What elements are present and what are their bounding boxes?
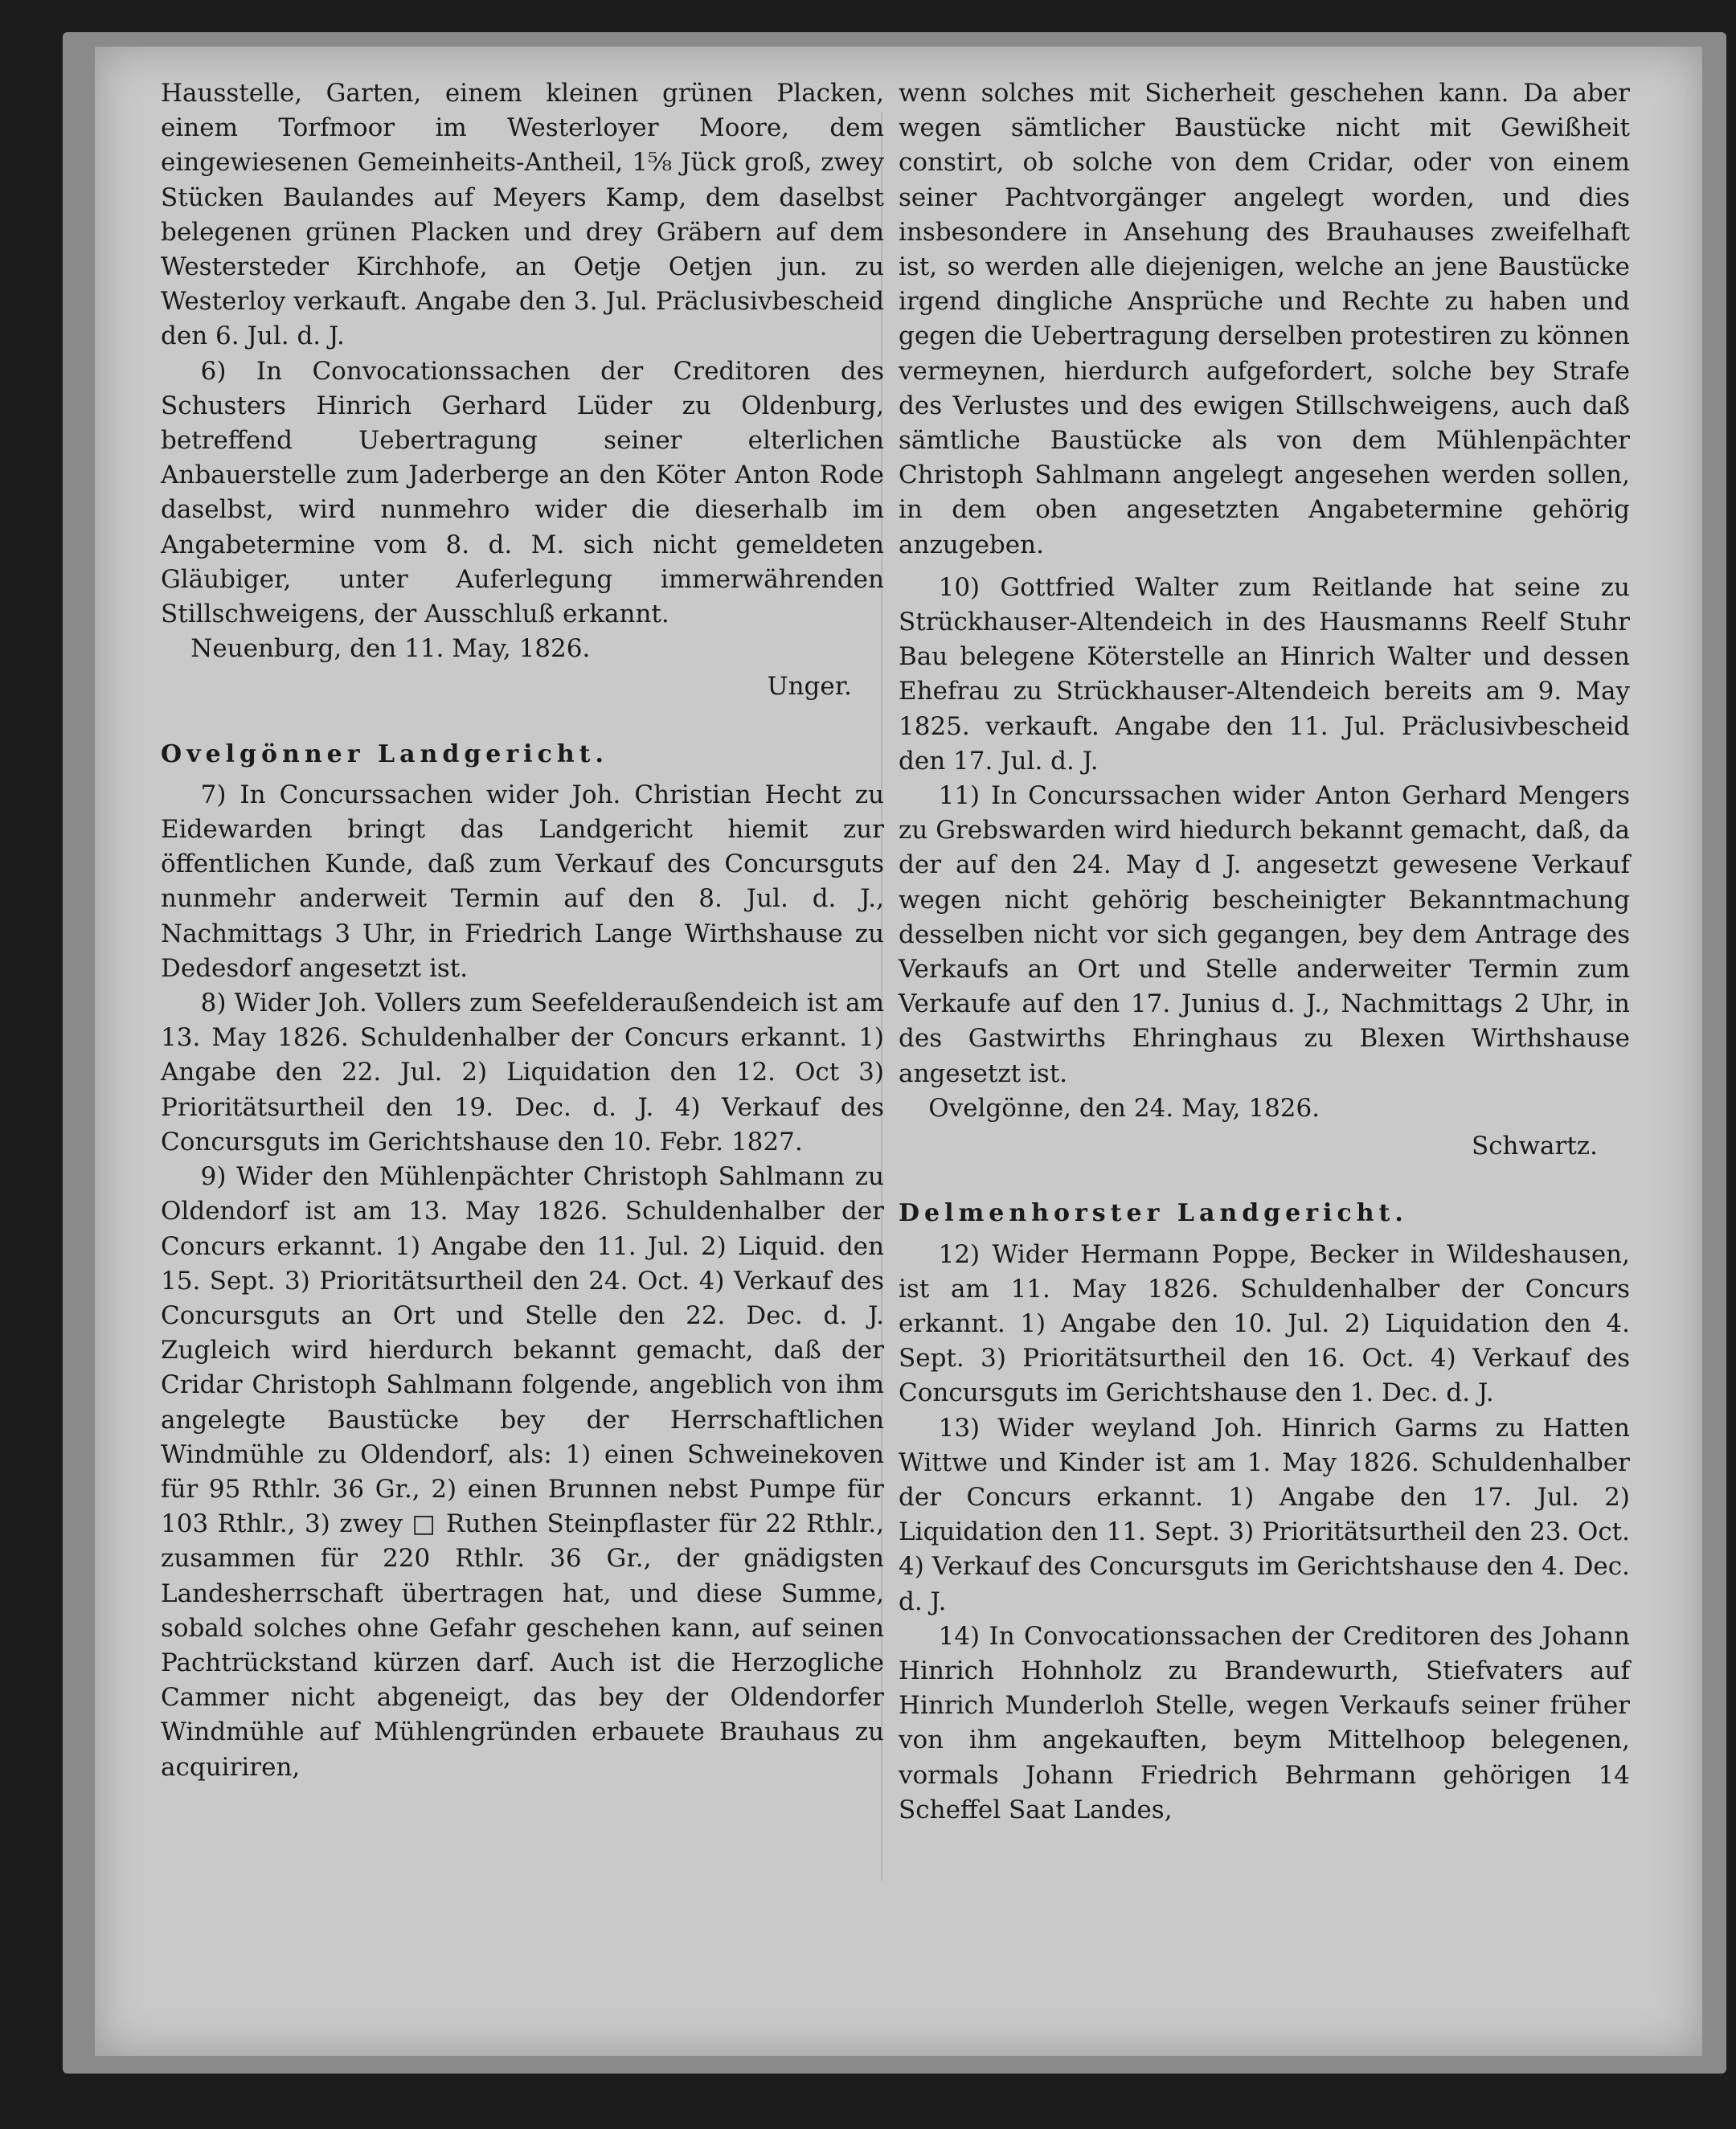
section-heading-delmenhorst: Delmenhorster Landgericht. bbox=[899, 1199, 1408, 1228]
signature-schwartz: Schwartz. bbox=[1471, 1132, 1598, 1161]
paragraph-14: 14) In Convocationssachen der Creditoren des Johann Hinrich Hohnholz zu Brandewurth, Stiefvaters auf Hinrich Munderloh Stelle, wegen Verkaufs seiner früher von ihm angekauften, beym Mittelhoop belegenen, vormals Johann Friedrich Behrmann gehörigen 14 Scheffel Saat Landes, bbox=[899, 1621, 1630, 1824]
signature-unger: Unger. bbox=[767, 672, 852, 702]
paragraph-11: 11) In Concurssachen wider Anton Gerhard Mengers zu Grebswarden wird hiedurch bekannt gemacht, daß, da der auf den 24. May d J. angesetzt gewesene Verkauf wegen nicht gehörig bescheinigter Bekanntmachung desselben nicht vor sich gegangen, bey dem Antrage des Verkaufs an Ort und Stelle anderweiter Termin zum Verkaufe auf den 17. Junius d. J., Nachmittags 2 Uhr, in des Gastwirths Ehringhaus zu Blexen Wirthshause angesetzt ist. bbox=[899, 781, 1630, 1088]
place-date-ovelgoenne: Ovelgönne, den 24. May, 1826. bbox=[928, 1093, 1320, 1123]
paragraph-continued: Hausstelle, Garten, einem kleinen grünen Placken, einem Torfmoor im Westerloyer Moore, dem eingewiesenen Gemeinheits-Antheil, 1⅝ Jück groß, zwey Stücken Baulandes auf Meyers Kamp, dem daselbst belegenen grünen Placken und drey Gräbern auf dem Westersteder Kirchhofe, an Oetje Oetjen jun. zu Westerloy verkauft. Angabe den 3. Jul. Präclusivbescheid den 6. Jul. d. J. bbox=[161, 79, 884, 351]
place-date-neuenburg: Neuenburg, den 11. May, 1826. bbox=[190, 634, 591, 664]
paragraph-6: 6) In Convocationssachen der Creditoren des Schusters Hinrich Gerhard Lüder zu Oldenburg, betreffend Uebertragung seiner elterlichen Anbauerstelle zum Jaderberge an den Köter Anton Rode daselbst, wird nunmehro wider die dieserhalb im Angabetermine vom 8. d. M. sich nicht gemeldeten Gläubiger, unter Auferlegung immerwährenden Stillschweigens, der Ausschluß erkannt. bbox=[161, 356, 884, 629]
left-column bbox=[161, 76, 884, 1785]
paragraph-13: 13) Wider weyland Joh. Hinrich Garms zu Hatten Wittwe und Kinder ist am 1. May 1826. Schuldenhalber der Concurs erkannt. 1) Angabe den 17. Jul. 2) Liquidation den 11. Sept. 3) Prioritätsurtheil den 23. Oct. 4) Verkauf des Concursguts im Gerichtshause den 4. Dec. d. J. bbox=[899, 1413, 1630, 1616]
section-heading-ovelgoenne: Ovelgönner Landgericht. bbox=[161, 739, 608, 768]
paragraph-12: 12) Wider Hermann Poppe, Becker in Wildeshausen, ist am 11. May 1826. Schuldenhalber der Concurs erkannt. 1) Angabe den 10. Jul. 2) Liquidation den 4. Sept. 3) Prioritätsurtheil den 16. Oct. 4) Verkauf des Concursguts im Gerichtshause den 1. Dec. d. J. bbox=[899, 1239, 1630, 1408]
paragraph-9-continued: wenn solches mit Sicherheit geschehen kann. Da aber wegen sämtlicher Baustücke nicht mit Gewißheit constirt, ob solche von dem Cridar, oder von einem seiner Pachtvorgänger angelegt worden, und dies insbesondere in Ansehung des Brauhauses zweifelhaft ist, so werden alle diejenigen, welche an jene Baustücke irgend dingliche Ansprüche und Rechte zu haben und gegen die Uebertragung derselben protestiren zu können vermeynen, hierdurch aufgefordert, solche bey Strafe des Verlustes und des ewigen Stillschweigens, auch daß sämtliche Baustücke als von dem Mühlenpächter Christoph Sahlmann angelegt angesehen werden sollen, in dem oben angesetzten Angabetermine gehörig anzugeben. bbox=[899, 79, 1630, 559]
paragraph-9: 9) Wider den Mühlenpächter Christoph Sahlmann zu Oldendorf ist am 13. May 1826. Schuldenhalber der Concurs erkannt. 1) Angabe den 11. Jul. 2) Liquid. den 15. Sept. 3) Prioritätsurtheil den 24. Oct. 4) Verkauf des Concursguts an Ort und Stelle den 22. Dec. d. J. Zugleich wird hierdurch bekannt gemacht, daß der Cridar Christoph Sahlmann folgende, angeblich von ihm angelegte Baustücke bey der Herrschaftlichen Windmühle zu Oldendorf, als: 1) einen Schweinekoven für 95 Rthlr. 36 Gr., 2) einen Brunnen nebst Pumpe für 103 Rthlr., 3) zwey □ Ruthen Steinpflaster für 22 Rthlr., zusammen für 220 Rthlr. 36 Gr., der gnädigsten Landesherrschaft übertragen hat, und diese Summe, sobald solches ohne Gefahr geschehen kann, auf seinen Pachtrückstand kürzen darf. Auch ist die Herzogliche Cammer nicht abgeneigt, das bey der Oldendorfer Windmühle auf Mühlengründen erbauete Brauhaus zu acquiriren, bbox=[161, 1162, 884, 1782]
paragraph-7: 7) In Concurssachen wider Joh. Christian Hecht zu Eidewarden bringt das Landgericht hiemit zur öffentlichen Kunde, daß zum Verkauf des Concursguts nunmehr anderweit Termin auf den 8. Jul. d. J., Nachmittags 3 Uhr, in Friedrich Lange Wirthshause zu Dedesdorf angesetzt ist. bbox=[161, 780, 884, 983]
right-column bbox=[899, 76, 1630, 1828]
paragraph-8: 8) Wider Joh. Vollers zum Seefelderaußendeich ist am 13. May 1826. Schuldenhalber der Concurs erkannt. 1) Angabe den 22. Jul. 2) Liquidation den 12. Oct 3) Prioritätsurtheil den 19. Dec. d. J. 4) Verkauf des Concursguts im Gerichtshause den 10. Febr. 1827. bbox=[161, 989, 884, 1157]
paragraph-10: 10) Gottfried Walter zum Reitlande hat seine zu Strückhauser-Altendeich in des Hausmanns Reelf Stuhr Bau belegene Köterstelle an Hinrich Walter und dessen Ehefrau zu Strückhauser-Altendeich bereits am 9. May 1825. verkauft. Angabe den 11. Jul. Präclusivbescheid den 17. Jul. d. J. bbox=[899, 572, 1630, 776]
